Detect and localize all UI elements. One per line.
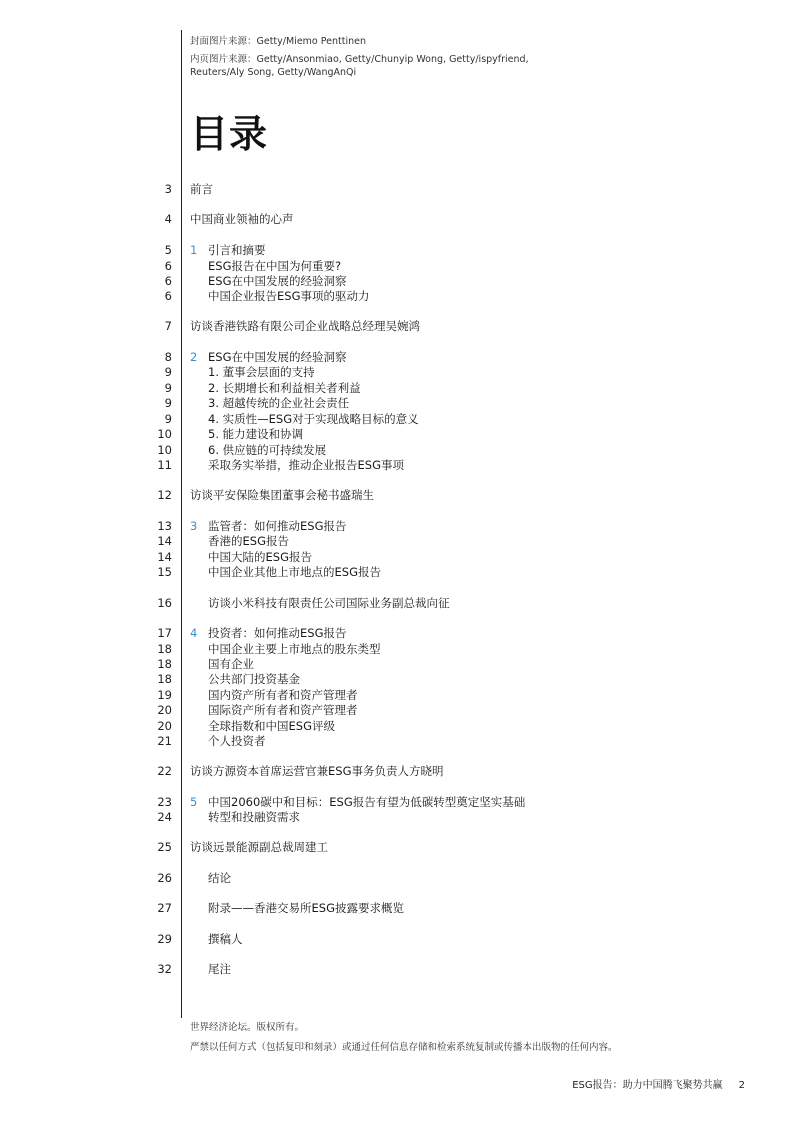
toc-entry[interactable] [0, 641, 793, 657]
toc-section-number: 1 [190, 243, 198, 257]
toc-page-number: 18 [157, 657, 172, 671]
page-title: 目录 [190, 112, 269, 156]
toc-entry[interactable] [0, 242, 793, 258]
photo-credits [190, 35, 590, 80]
toc-entry-label: 前言 [190, 182, 213, 196]
toc-entry[interactable] [0, 763, 793, 779]
toc-page-number: 24 [157, 810, 172, 824]
toc-entry[interactable] [0, 395, 793, 411]
toc-entry-label: 投资者：如何推动ESG报告 [208, 626, 347, 640]
toc-entry-label: 5. 能力建设和协调 [208, 427, 304, 441]
cover-credit: 封面图片来源：Getty/Miemo Penttinen [190, 36, 366, 47]
toc-entry[interactable] [0, 426, 793, 442]
toc-entry[interactable] [0, 318, 793, 334]
running-footer [572, 1076, 745, 1091]
toc-page-number: 17 [157, 626, 172, 640]
toc-entry-label: 1. 董事会层面的支持 [208, 365, 315, 379]
toc-entry-label: 转型和投融资需求 [208, 810, 300, 824]
toc-entry[interactable] [0, 687, 793, 703]
toc-page-number: 15 [157, 565, 172, 579]
toc-page-number: 32 [157, 962, 172, 976]
toc-page-number: 6 [164, 259, 172, 273]
toc-entry-label: 公共部门投资基金 [208, 672, 300, 686]
toc-page-number: 10 [157, 443, 172, 457]
toc-page-number: 18 [157, 642, 172, 656]
page-number: 2 [738, 1080, 745, 1091]
toc-entry-label: 监管者：如何推动ESG报告 [208, 519, 347, 533]
toc-page-number: 29 [157, 932, 172, 946]
toc-entry-label: 3. 超越传统的企业社会责任 [208, 396, 350, 410]
toc-page-number: 6 [164, 289, 172, 303]
toc-entry-label: 尾注 [208, 962, 231, 976]
toc-entry[interactable] [0, 839, 793, 855]
toc-page-number: 20 [157, 703, 172, 717]
toc-entry-label: 2. 长期增长和利益相关者利益 [208, 381, 361, 395]
toc-page-number: 8 [164, 350, 172, 364]
toc-page-number: 22 [157, 764, 172, 778]
toc-entry-label: 访谈香港铁路有限公司企业战略总经理吴婉鸿 [190, 319, 420, 333]
toc-entry-label: 中国商业领袖的心声 [190, 212, 294, 226]
toc-entry-label: 撰稿人 [208, 932, 243, 946]
toc-page-number: 20 [157, 719, 172, 733]
toc-entry[interactable] [0, 671, 793, 687]
toc-entry-label: 中国大陆的ESG报告 [208, 550, 312, 564]
toc-entry[interactable] [0, 931, 793, 947]
toc-entry[interactable] [0, 564, 793, 580]
toc-entry[interactable] [0, 487, 793, 503]
inner-credit-line-2: Reuters/Aly Song, Getty/WangAnQi [190, 67, 357, 78]
toc-entry[interactable] [0, 380, 793, 396]
toc-page-number: 18 [157, 672, 172, 686]
toc-entry-label: 访谈远景能源副总裁周建工 [190, 840, 328, 854]
toc-entry[interactable] [0, 718, 793, 734]
toc-entry[interactable] [0, 794, 793, 810]
toc-page-number: 9 [164, 396, 172, 410]
toc-section-number: 5 [190, 795, 198, 809]
inner-credit-line-1: 内页图片来源：Getty/Ansonmiao, Getty/Chunyip Wong, Getty/ispyfriend, [190, 53, 529, 65]
copyright-note [190, 1018, 618, 1058]
toc-entry-label: 国有企业 [208, 657, 254, 671]
toc-entry-label: ESG在中国发展的经验洞察 [208, 274, 347, 288]
toc-entry-label: 中国企业报告ESG事项的驱动力 [208, 289, 370, 303]
toc-entry-label: 访谈平安保险集团董事会秘书盛瑞生 [190, 488, 374, 502]
toc-page-number: 21 [157, 734, 172, 748]
toc-entry-label: ESG在中国发展的经验洞察 [208, 350, 347, 364]
toc-page-number: 26 [157, 871, 172, 885]
toc-entry-label: 结论 [208, 871, 231, 885]
copyright-line: 世界经济论坛。版权所有。 [190, 1022, 305, 1033]
toc-page-number: 19 [157, 688, 172, 702]
toc-page-number: 27 [157, 901, 172, 915]
running-footer-title: ESG报告：助力中国腾飞聚势共赢 [572, 1080, 723, 1091]
toc-entry-label: 国际资产所有者和资产管理者 [208, 703, 358, 717]
toc-page-number: 10 [157, 427, 172, 441]
toc-page-number: 14 [157, 534, 172, 548]
toc-entry-label: 引言和摘要 [208, 243, 266, 257]
toc-page-number: 9 [164, 412, 172, 426]
toc-entry[interactable] [0, 625, 793, 641]
toc-page-number: 11 [157, 458, 172, 472]
toc-entry-label: 国内资产所有者和资产管理者 [208, 688, 358, 702]
toc-entry-label: 4. 实质性—ESG对于实现战略目标的意义 [208, 412, 419, 426]
toc-page-number: 16 [157, 596, 172, 610]
toc-entry[interactable] [0, 364, 793, 380]
toc-page-number: 25 [157, 840, 172, 854]
toc-section-number: 2 [190, 350, 198, 364]
toc-page-number: 12 [157, 488, 172, 502]
toc-page-number: 7 [164, 319, 172, 333]
toc-entry-label: 香港的ESG报告 [208, 534, 289, 548]
toc-entry[interactable] [0, 518, 793, 534]
toc-entry-label: 中国企业其他上市地点的ESG报告 [208, 565, 381, 579]
toc-entry[interactable] [0, 442, 793, 458]
toc-entry[interactable] [0, 411, 793, 427]
toc-entry-label: 附录——香港交易所ESG披露要求概览 [208, 901, 404, 915]
toc-entry[interactable] [0, 457, 793, 473]
toc-page-number: 5 [164, 243, 172, 257]
toc-page-number: 9 [164, 365, 172, 379]
toc-page-number: 6 [164, 274, 172, 288]
toc-page-number: 3 [164, 182, 172, 196]
toc-entry-label: 采取务实举措，推动企业报告ESG事项 [208, 458, 404, 472]
toc-entry[interactable] [0, 533, 793, 549]
toc-entry-label: 访谈方源资本首席运营官兼ESG事务负责人方晓明 [190, 764, 444, 778]
toc-entry[interactable] [0, 702, 793, 718]
toc-entry-label: 个人投资者 [208, 734, 266, 748]
toc-page-number: 13 [157, 519, 172, 533]
toc-entry[interactable] [0, 549, 793, 565]
toc-entry-label: 6. 供应链的可持续发展 [208, 443, 327, 457]
toc-entry-label: 访谈小米科技有限责任公司国际业务副总裁向征 [208, 596, 450, 610]
toc-section-number: 4 [190, 626, 198, 640]
toc-entry[interactable] [0, 288, 793, 304]
toc-entry[interactable] [0, 733, 793, 749]
copyright-disclaimer: 严禁以任何方式（包括复印和刻录）或通过任何信息存储和检索系统复制或传播本出版物的任何内容。 [190, 1042, 618, 1053]
toc-entry[interactable] [0, 181, 793, 197]
toc-entry[interactable] [0, 211, 793, 227]
toc-entry-label: 全球指数和中国ESG评级 [208, 719, 335, 733]
toc-entry[interactable] [0, 809, 793, 825]
toc-entry[interactable] [0, 900, 793, 916]
toc-entry-label: 中国企业主要上市地点的股东类型 [208, 642, 381, 656]
toc-entry[interactable] [0, 656, 793, 672]
toc-entry[interactable] [0, 258, 793, 274]
toc-page-number: 23 [157, 795, 172, 809]
toc-page-number: 9 [164, 381, 172, 395]
toc-entry[interactable] [0, 349, 793, 365]
toc-section-number: 3 [190, 519, 198, 533]
toc-page-number: 4 [164, 212, 172, 226]
toc-entry-label: 中国2060碳中和目标：ESG报告有望为低碳转型奠定坚实基础 [208, 795, 526, 809]
toc-entry[interactable] [0, 870, 793, 886]
toc-entry[interactable] [0, 961, 793, 977]
toc-entry-label: ESG报告在中国为何重要? [208, 259, 342, 273]
toc-page-number: 14 [157, 550, 172, 564]
toc-entry[interactable] [0, 273, 793, 289]
toc-entry[interactable] [0, 595, 793, 611]
